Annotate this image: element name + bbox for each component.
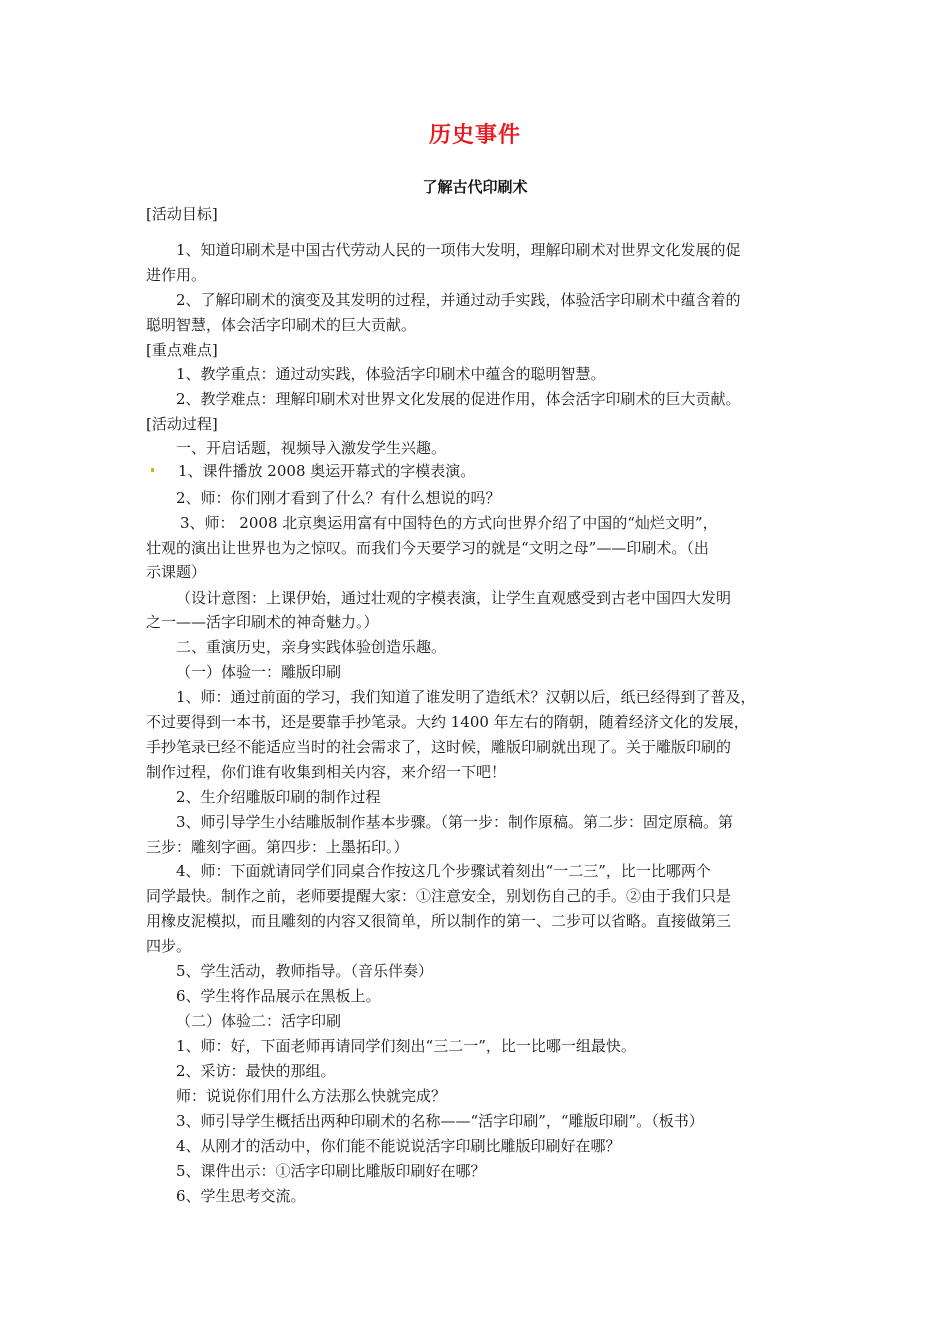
section-heading: [重点难点] [146,341,218,359]
paragraph-line: 进作用。 [146,266,207,284]
paragraph-line: 2、教学难点：理解印刷术对世界文化发展的促进作用，体会活字印刷术的巨大贡献。 [176,390,741,408]
paragraph-line: 之一——活字印刷术的神奇魅力。） [146,613,379,631]
paragraph-line: 制作过程，你们谁有收集到相关内容，来介绍一下吧！ [146,763,507,781]
paragraph-line: 3、师引导学生概括出两种印刷术的名称——“活字印刷”，“雕版印刷”。（板书） [176,1112,704,1130]
section-heading: 二、重演历史，亲身实践体验创造乐趣。 [176,638,447,656]
paragraph-line: 师：说说你们用什么方法那么快就完成？ [176,1087,447,1105]
paragraph-line: 用橡皮泥模拟，而且雕刻的内容又很简单，所以制作的第一、二步可以省略。直接做第三 [146,912,732,930]
paragraph-line: 2、师：你们刚才看到了什么？有什么想说的吗？ [176,489,501,507]
paragraph-line: （设计意图：上课伊始，通过壮观的字模表演，让学生直观感受到古老中国四大发明 [176,589,732,607]
paragraph-line: 1、教学重点：通过动实践，体验活字印刷术中蕴含的聪明智慧。 [176,365,606,383]
paragraph-line: 3、师： 2008 北京奥运用富有中国特色的方式向世界介绍了中国的“灿烂文明”， [180,514,718,532]
paragraph-line: 3、师引导学生小结雕版制作基本步骤。（第一步：制作原稿。第二步：固定原稿。第 [176,813,734,831]
document-subtitle: 了解古代印刷术 [422,178,528,196]
paragraph-line: 壮观的演出让世界也为之惊叹。而我们今天要学习的就是“文明之母”——印刷术。（出 [146,539,709,557]
paragraph-line: 四步。 [146,937,192,955]
paragraph-line: 4、从刚才的活动中，你们能不能说说活字印刷比雕版印刷好在哪？ [176,1137,621,1155]
paragraph-line: 1、师：好，下面老师再请同学们刻出“三二一”，比一比哪一组最快。 [176,1037,636,1055]
paragraph-line: 示课题） [146,563,207,581]
paragraph-line: 聪明智慧，体会活字印刷术的巨大贡献。 [146,316,417,334]
paragraph-line: 4、师：下面就请同学们同桌合作按这几个步骤试着刻出“一二三”，比一比哪两个 [176,862,711,880]
paragraph-line: 1、知道印刷术是中国古代劳动人民的一项伟大发明，理解印刷术对世界文化发展的促 [176,241,741,259]
paragraph-line: 2、采访：最快的那组。 [176,1062,336,1080]
paragraph-line: 6、学生思考交流。 [176,1187,306,1205]
stray-mark [151,468,154,472]
subsection-heading: （一）体验一：雕版印刷 [176,663,342,681]
paragraph-line: 5、课件出示：①活字印刷比雕版印刷好在哪？ [176,1162,486,1180]
paragraph-line: 不过要得到一本书，还是要靠手抄笔录。大约 1400 年左右的隋朝，随着经济文化的发展， [146,713,749,731]
paragraph-line: 6、学生将作品展示在黑板上。 [176,987,381,1005]
paragraph-line: 三步：雕刻字画。第四步：上墨拓印。） [146,838,409,856]
paragraph-line: 2、生介绍雕版印刷的制作过程 [176,788,381,806]
paragraph-line: 2、了解印刷术的演变及其发明的过程，并通过动手实践，体验活字印刷术中蕴含着的 [176,291,741,309]
paragraph-line: 手抄笔录已经不能适应当时的社会需求了，这时候，雕版印刷就出现了。关于雕版印刷的 [146,738,732,756]
document-title: 历史事件 [428,123,521,148]
paragraph-line: 同学最快。制作之前，老师要提醒大家：①注意安全，别划伤自己的手。②由于我们只是 [146,887,732,905]
section-heading: [活动过程] [146,415,218,433]
paragraph-line: 1、师：通过前面的学习，我们知道了谁发明了造纸术？汉朝以后，纸已经得到了普及， [176,688,756,706]
subsection-heading: （二）体验二：活字印刷 [176,1012,342,1030]
paragraph-line: 5、学生活动，教师指导。（音乐伴奏） [176,962,434,980]
paragraph-line: 1、课件播放 2008 奥运开幕式的字模表演。 [178,462,476,480]
section-heading: [活动目标] [146,205,218,223]
paragraph-line: 一、开启话题，视频导入激发学生兴趣。 [176,439,447,457]
